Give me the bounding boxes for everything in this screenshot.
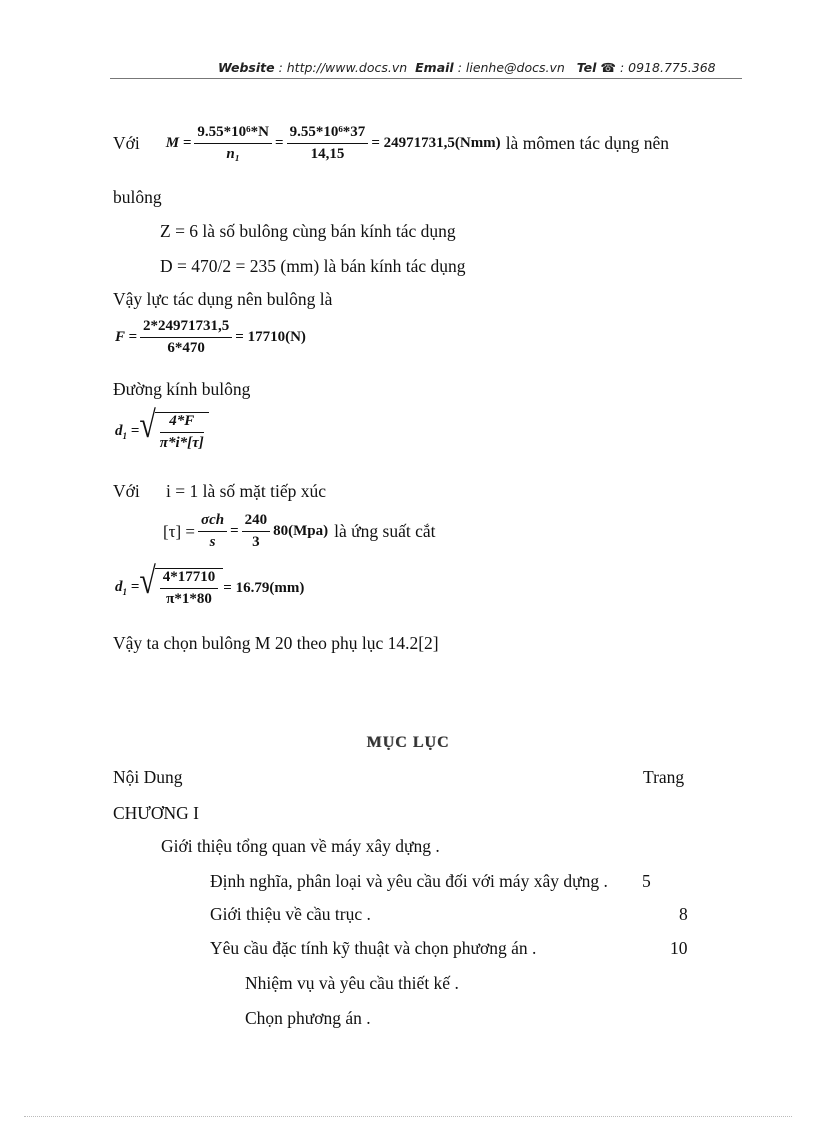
conclusion-text: Vậy ta chọn bulông M 20 theo phụ lục 14.2[2] bbox=[113, 633, 439, 653]
phone-icon: ☎ bbox=[600, 60, 616, 75]
d1b-fraction bbox=[160, 569, 219, 608]
d1-formula bbox=[115, 404, 209, 452]
tau-fraction-1 bbox=[198, 512, 227, 551]
tau-lhs: [τ] = bbox=[163, 521, 195, 541]
d1-symbol-2: $d_1$ = bbox=[115, 579, 140, 597]
d1b-den: π*1*80 bbox=[166, 591, 212, 607]
toc-col-content: Nội Dung bbox=[113, 767, 183, 787]
tau-den2: 3 bbox=[252, 534, 260, 550]
d1-num: 4*F bbox=[160, 413, 204, 433]
equals-sign-2: = bbox=[230, 523, 239, 539]
m-fraction-1 bbox=[194, 124, 272, 163]
d1b-num: 4*17710 bbox=[160, 569, 219, 589]
diameter-intro: Đường kính bulông bbox=[113, 379, 251, 399]
toc-title: MỤC LỤC bbox=[366, 734, 450, 751]
bulong-text: bulông bbox=[113, 187, 162, 207]
tau-num2: 240 bbox=[242, 512, 271, 532]
f-den: 6*470 bbox=[167, 340, 205, 356]
force-equation bbox=[115, 318, 306, 357]
toc-page-4: 10 bbox=[670, 938, 688, 958]
tau-result: 80(Mpa) bbox=[273, 523, 329, 539]
d1-fraction bbox=[160, 413, 204, 452]
equals-sign: = bbox=[275, 135, 284, 151]
f-result: = 17710(N) bbox=[235, 329, 306, 345]
d1-den: π*i*[τ] bbox=[159, 435, 204, 451]
z-line: Z = 6 là số bulông cùng bán kính tác dụng bbox=[160, 221, 456, 241]
footer-rule bbox=[24, 1116, 792, 1117]
website-label: Website bbox=[218, 60, 275, 75]
m-frac2-num: 9.55*10⁶*37 bbox=[287, 124, 369, 144]
toc-entry-2[interactable]: Định nghĩa, phân loại và yêu cầu đối với máy xây dựng . bbox=[210, 871, 608, 891]
voi-label-2: Với bbox=[113, 481, 140, 501]
sqrt-symbol: √ $\frac{4*F}{\pi*i*[\tau]}$ bbox=[139, 412, 208, 452]
page-header bbox=[218, 60, 716, 75]
d1b-result: = 16.79(mm) bbox=[223, 579, 305, 596]
toc-chapter[interactable]: CHƯƠNG I bbox=[113, 803, 200, 823]
force-intro: Vậy lực tác dụng nên bulông là bbox=[113, 289, 333, 309]
f-fraction bbox=[140, 318, 232, 357]
toc-entry-6[interactable]: Chọn phương án . bbox=[245, 1008, 371, 1028]
toc-entry-4[interactable]: Yêu cầu đặc tính kỹ thuật và chọn phương án . bbox=[210, 938, 537, 958]
toc-entry-1[interactable]: Giới thiệu tổng quan về máy xây dựng . bbox=[161, 836, 440, 856]
d-line: D = 470/2 = 235 (mm) là bán kính tác dụng bbox=[160, 256, 466, 276]
tau-den: s bbox=[209, 534, 216, 550]
tau-tail: là ứng suất cắt bbox=[334, 521, 436, 541]
email-value[interactable]: : lienhe@docs.vn bbox=[457, 60, 565, 75]
f-symbol: F = bbox=[115, 329, 138, 345]
tau-num: σch bbox=[198, 512, 227, 532]
toc-entry-3[interactable]: Giới thiệu về cầu trục . bbox=[210, 904, 371, 924]
i-line: i = 1 là số mặt tiếp xúc bbox=[166, 481, 327, 501]
toc-page-3: 8 bbox=[679, 904, 688, 924]
sqrt-symbol-2: √ $\frac{4*17710}{\pi*1*80}$ bbox=[139, 568, 223, 608]
header-rule bbox=[110, 78, 742, 79]
voi-label-1: Với bbox=[113, 133, 140, 153]
tel-value: : 0918.775.368 bbox=[619, 60, 716, 75]
m-result: = 24971731,5(Nmm) bbox=[371, 135, 501, 151]
d1-symbol: $d_1$ = bbox=[115, 423, 140, 441]
moment-equation bbox=[113, 124, 669, 163]
m-symbol: M = bbox=[165, 135, 192, 151]
m-tail-text: là mômen tác dụng nên bbox=[505, 133, 669, 153]
toc-col-page: Trang bbox=[643, 767, 685, 787]
m-fraction-2 bbox=[287, 124, 369, 163]
toc-page-2: 5 bbox=[642, 871, 651, 891]
email-label: Email bbox=[415, 60, 454, 75]
website-value[interactable]: : http://www.docs.vn bbox=[278, 60, 408, 75]
tau-formula bbox=[163, 512, 435, 551]
d1-numeric bbox=[115, 560, 305, 608]
m-frac1-den: n₁ bbox=[226, 146, 240, 162]
m-frac2-den: 14,15 bbox=[310, 146, 345, 162]
f-num: 2*24971731,5 bbox=[140, 318, 232, 338]
tau-fraction-2 bbox=[242, 512, 271, 551]
toc-entry-5[interactable]: Nhiệm vụ và yêu cầu thiết kế . bbox=[245, 973, 459, 993]
tel-label: Tel bbox=[576, 60, 597, 75]
m-frac1-num: 9.55*10⁶*N bbox=[194, 124, 272, 144]
